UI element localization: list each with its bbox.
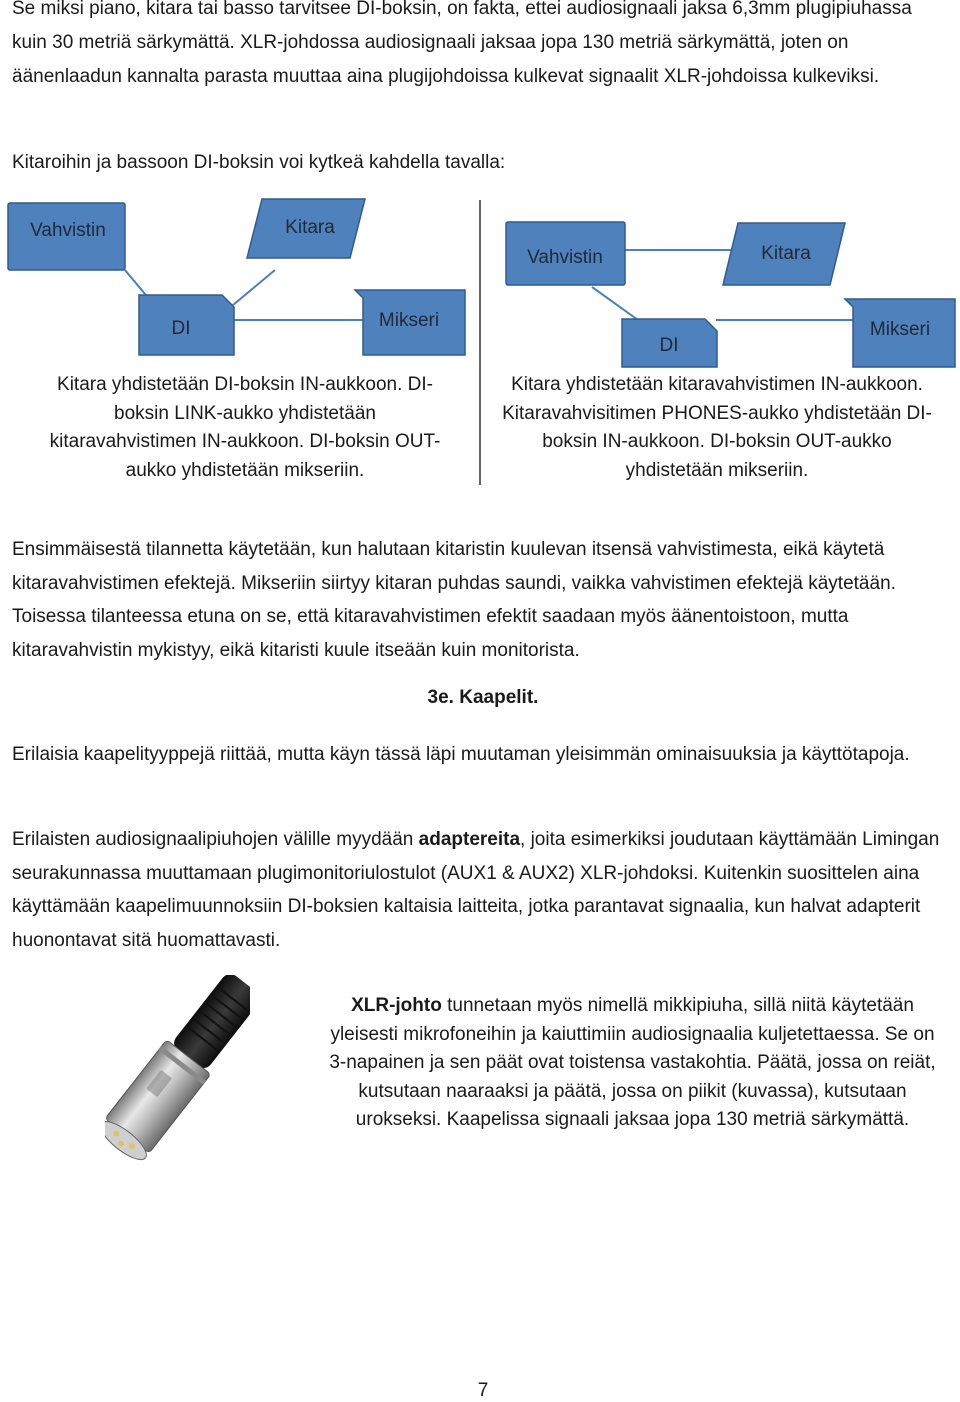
left-vahvistin-label: Vahvistin [30,220,106,241]
left-diagram-caption: Kitara yhdistetään DI-boksin IN-aukkoon. DI-boksin LINK-aukko yhdistetään kitaravahvistimen IN-aukkoon. DI-boksin OUT-aukko yhdistetään mikseriin. [49,374,441,481]
explanation-paragraph: Ensimmäisestä tilannetta käytetään, kun halutaan kitaristin kuulevan itsensä vahvistimesta, eikä käytetä kitaravahvistimen efektejä. Mikseriin siirtyy kitaran puhdas saundi, vaikka vahvistimen efektejä käytetään. Toisessa tilanteessa etuna on se, että kitaravahvistimen efektit saadaan myös äänentoistoon, mutta kitaravahvistin mykistyy, eikä kitaristi kuule itseään kuin monitorista. [12,539,896,661]
left-connector-kitara-di [233,270,275,305]
adapters-text-before: Erilaisten audiosignaalipiuhojen välille myydään [12,829,419,850]
right-mikseri-label: Mikseri [869,319,931,340]
right-diagram [506,222,955,367]
left-kitara-label: Kitara [285,217,335,238]
adapters-paragraph [12,823,948,957]
left-diagram [8,199,465,355]
right-vahvistin-label: Vahvistin [527,247,603,268]
connection-intro: Kitaroihin ja bassoon DI-boksin voi kytkeä kahdella tavalla: [12,152,506,173]
page-number: 7 [477,1380,489,1401]
right-kitara-label: Kitara [761,243,811,264]
xlr-description [320,992,945,1135]
xlr-connector-image [105,975,250,1170]
adapters-bold: adaptereita [418,829,521,850]
right-connector-vahvistin-di [592,287,638,320]
adapters-text-after: , joita esimerkiksi joudutaan käyttämään Limingan seurakunnassa muuttamaan plugimonitoriulostulot (AUX1 & AUX2) XLR-johdoksi. Kuitenkin suosittelen aina käyttämään kaapelimuunnoksiin DI-boksien kaltaisia laitteita, jotka parantavat signaalia, kun halvat adapterit huonontavat sitä huomattavasti. [12,829,940,951]
intro-paragraph: Se miksi piano, kitara tai basso tarvitsee DI-boksin, on fakta, ettei audiosignaali jaksa 6,3mm plugipiuhassa kuin 30 metriä särkymättä. XLR-johdossa audiosignaali jaksaa jopa 130 metriä särkymättä, joten on äänenlaadun kannalta parasta muuttaa aina plugijohdoissa kulkevat signaalit XLR-johdoissa kulkeviksi. [12,0,912,87]
left-mikseri-label: Mikseri [378,310,440,331]
right-di-label: DI [659,335,679,356]
right-diagram-caption: Kitara yhdistetään kitaravahvistimen IN-aukkoon. Kitaravahvisitimen PHONES-aukko yhdistetään DI-boksin IN-aukkoon. DI-boksin OUT-aukko yhdistetään mikseriin. [502,374,932,481]
xlr-text: tunnetaan myös nimellä mikkipiuha, sillä niitä käytetään yleisesti mikrofoneihin ja kaiuttimiin audiosignaalia kuljetettaessa. Se on 3-napainen ja sen päät ovat toistensa vastakohtia. Päätä, jossa on reiät, kutsutaan naaraaksi ja päätä, jossa on piikit (kuvassa), kutsutaan urokseksi. Kaapelissa signaali jaksaa jopa 130 metriä särkymättä. [329,995,936,1130]
xlr-bold: XLR-johto [351,995,442,1016]
left-di-label: DI [171,318,191,339]
section-heading: 3e. Kaapelit. [427,687,539,708]
cables-intro: Erilaisia kaapelityyppejä riittää, mutta käyn tässä läpi muutaman yleisimmän ominaisuuksia ja käyttötapoja. [12,744,910,765]
